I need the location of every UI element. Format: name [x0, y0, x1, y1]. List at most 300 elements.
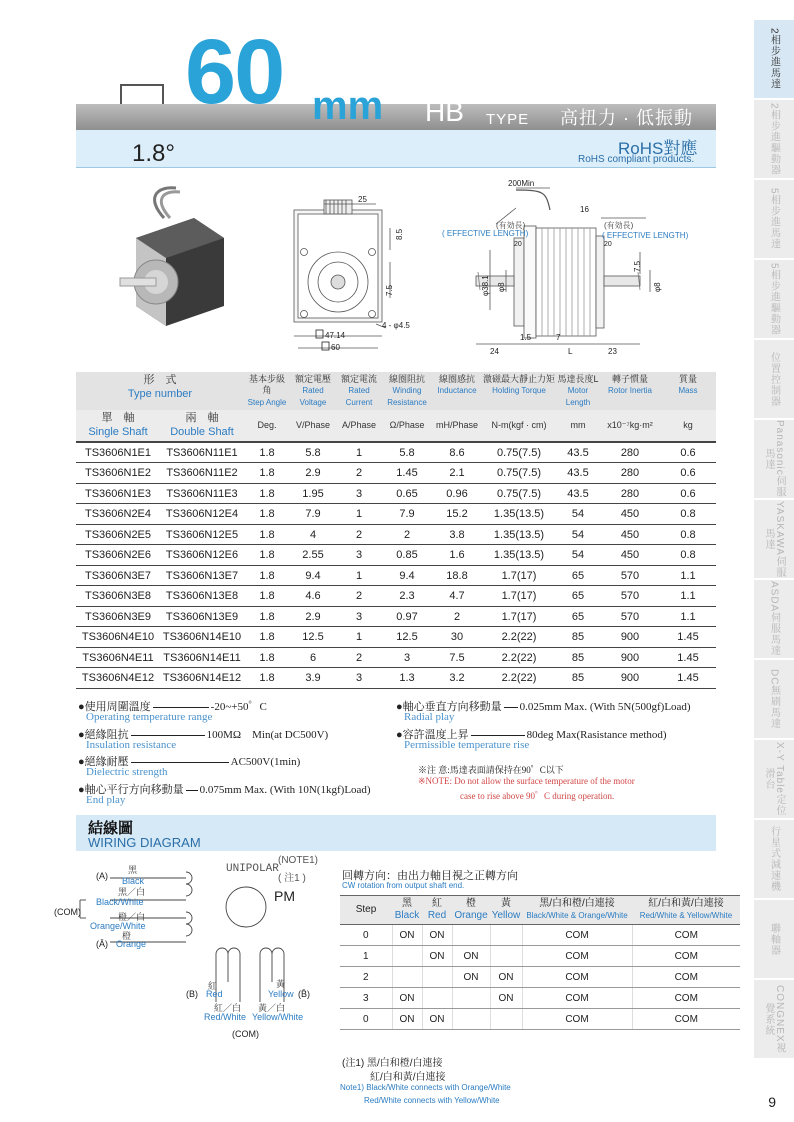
- wire-bw-en: Black/White: [96, 897, 144, 907]
- header-hb: HB: [425, 96, 464, 127]
- spec-cell: 0.6: [660, 463, 716, 484]
- model-cell: TS3606N11E1: [160, 442, 244, 463]
- spec-cell: 3.8: [432, 524, 482, 545]
- spec-cell: 54: [556, 524, 600, 545]
- front-view: [294, 200, 390, 348]
- step-cell: COM: [632, 946, 740, 967]
- spec-row: [76, 463, 716, 484]
- model-cell: TS3606N1E1: [76, 442, 160, 463]
- model-cell: TS3606N4E12: [76, 668, 160, 689]
- spec-cell: 65: [556, 586, 600, 607]
- warning-zh: ※注 意:馬達表面請保持在90゜C以下: [418, 765, 564, 775]
- spec-cell: 43.5: [556, 483, 600, 504]
- unit-header: kg: [660, 410, 716, 443]
- step-row: [340, 988, 740, 1009]
- spec-cell: 7.9: [290, 504, 336, 525]
- note-operating-temp: ●使用周圍溫度 -20~+50゜C: [78, 701, 267, 713]
- spec-cell: 280: [600, 442, 660, 463]
- wire-yellow-en: Yellow: [268, 989, 294, 999]
- spec-cell: 3.9: [290, 668, 336, 689]
- step-cell: 1: [340, 946, 392, 967]
- step-cell: [452, 1009, 490, 1030]
- note1-en: Note1) Black/White connects with Orange/White: [340, 1083, 511, 1092]
- spec-row: [76, 483, 716, 504]
- spec-cell: 85: [556, 647, 600, 668]
- spec-cell: 6: [290, 647, 336, 668]
- note-radial-play-en: Radial play: [404, 711, 455, 723]
- step-cell: [452, 988, 490, 1009]
- spec-cell: 7.5: [432, 647, 482, 668]
- spec-cell: 12.5: [382, 627, 432, 648]
- spec-cell: 1.7(17): [482, 565, 556, 586]
- col-header: 額定電壓 Rated Voltage: [290, 372, 336, 410]
- step-row: [340, 946, 740, 967]
- dim-side-dia8b: φ8: [653, 282, 662, 292]
- sidebar-tab-label: 2相步進馬達: [768, 28, 780, 90]
- wire-yw-en: Yellow/White: [252, 1012, 304, 1022]
- col-header: 轉子慣量 Rotor Inertia: [600, 372, 660, 410]
- rotation-direction-en: CW rotation from output shaft end.: [342, 881, 465, 890]
- spec-cell: 1.8: [244, 442, 290, 463]
- spec-cell: 1.1: [660, 565, 716, 586]
- spec-cell: 1: [336, 565, 382, 586]
- wire-black-en: Black: [122, 876, 145, 886]
- spec-cell: 18.8: [432, 565, 482, 586]
- spec-cell: 3: [382, 647, 432, 668]
- model-cell: TS3606N4E10: [76, 627, 160, 648]
- spec-cell: 570: [600, 606, 660, 627]
- spec-cell: 1.3: [382, 668, 432, 689]
- spec-row: [76, 647, 716, 668]
- spec-row: [76, 668, 716, 689]
- spec-cell: 1.8: [244, 606, 290, 627]
- dim-side-L: L: [568, 347, 573, 356]
- col-header: 線圈感抗 Inductance: [432, 372, 482, 410]
- header-feature: 高扭力 · 低振動: [560, 108, 693, 128]
- step-col-header: Step: [340, 896, 392, 925]
- sidebar-tab-label: 5相步進馬達: [768, 188, 780, 250]
- sidebar-tab[interactable]: [754, 420, 794, 500]
- note-dielectric: ●絕緣耐壓 AC500V(1min): [78, 756, 301, 768]
- unit-header: mH/Phase: [432, 410, 482, 443]
- dim-front-25: 25: [358, 195, 367, 204]
- note-end-play-en: End play: [86, 794, 126, 806]
- unit-header: Deg.: [244, 410, 290, 443]
- warning-en-2: case to rise above 90゜C during operation.: [460, 791, 615, 801]
- dim-side-dia38: φ38.1: [481, 275, 490, 296]
- dim-side-24: 24: [490, 347, 499, 356]
- motor-drawing: [76, 178, 716, 368]
- spec-cell: 2.9: [290, 463, 336, 484]
- step-table-body: [340, 925, 740, 1030]
- spec-cell: 15.2: [432, 504, 482, 525]
- step-cell: COM: [522, 925, 632, 946]
- bw-ow-col-header: 黑/白和橙/白連接 Black/White & Orange/White: [522, 896, 632, 925]
- step-cell: ON: [490, 967, 522, 988]
- spec-cell: 0.85: [382, 545, 432, 566]
- spec-cell: 2.9: [290, 606, 336, 627]
- spec-cell: 54: [556, 545, 600, 566]
- model-cell: TS3606N3E7: [76, 565, 160, 586]
- unit-header: A/Phase: [336, 410, 382, 443]
- sidebar-tab[interactable]: [754, 900, 794, 980]
- wiring-title: 結線圖: [88, 820, 134, 837]
- dim-front-7-5: 7.5: [385, 284, 394, 296]
- wire-red-zh: 紅: [208, 981, 218, 991]
- spec-cell: 0.8: [660, 545, 716, 566]
- step-cell: COM: [632, 925, 740, 946]
- spec-cell: 1: [336, 504, 382, 525]
- step-cell: ON: [422, 1009, 452, 1030]
- square-symbol-icon: [316, 330, 323, 338]
- spec-cell: 1.7(17): [482, 606, 556, 627]
- col-header: 線圈阻抗 Winding Resistance: [382, 372, 432, 410]
- sidebar-tab-label: DC無刷馬達: [768, 668, 780, 730]
- note-end-play: ●軸心平行方向移動量 0.075mm Max. (With 10N(1kgf)Load): [78, 784, 371, 796]
- spec-cell: 4.6: [290, 586, 336, 607]
- note-temp-rise-en: Permissible temperature rise: [404, 739, 530, 751]
- spec-cell: 9.4: [382, 565, 432, 586]
- note-tag-zh: ( 注1 ): [278, 873, 306, 884]
- spec-row: [76, 524, 716, 545]
- spec-cell: 450: [600, 545, 660, 566]
- sidebar-tab[interactable]: [754, 580, 794, 660]
- step-row: [340, 925, 740, 946]
- dim-side-16: 16: [580, 205, 589, 214]
- spec-cell: 2.3: [382, 586, 432, 607]
- spec-cell: 65: [556, 606, 600, 627]
- spec-cell: 2.2(22): [482, 668, 556, 689]
- orange-col-header: 橙 Orange: [452, 896, 490, 925]
- sidebar-tab[interactable]: [754, 660, 794, 740]
- dim-side-20a: 20: [514, 241, 522, 248]
- spec-cell: 8.6: [432, 442, 482, 463]
- spec-cell: 1.6: [432, 545, 482, 566]
- spec-row: [76, 545, 716, 566]
- sidebar-tab[interactable]: [754, 820, 794, 900]
- black-col-header: 黑 Black: [392, 896, 422, 925]
- dim-side-23: 23: [608, 347, 617, 356]
- spec-cell: 0.65: [382, 483, 432, 504]
- model-cell: TS3606N2E5: [76, 524, 160, 545]
- model-cell: TS3606N11E2: [160, 463, 244, 484]
- spec-cell: 54: [556, 504, 600, 525]
- model-cell: TS3606N1E3: [76, 483, 160, 504]
- rw-yw-col-header: 紅/白和黃/白連接 Red/White & Yellow/White: [632, 896, 740, 925]
- col-header: 質量 Mass: [660, 372, 716, 410]
- model-cell: TS3606N13E7: [160, 565, 244, 586]
- sidebar-tab[interactable]: [754, 180, 794, 260]
- model-cell: TS3606N2E6: [76, 545, 160, 566]
- step-cell: COM: [522, 988, 632, 1009]
- dim-side-20b: 20: [604, 241, 612, 248]
- step-cell: 0: [340, 1009, 392, 1030]
- model-cell: TS3606N3E8: [76, 586, 160, 607]
- step-cell: [452, 925, 490, 946]
- step-cell: 3: [340, 988, 392, 1009]
- spec-cell: 2.1: [432, 463, 482, 484]
- step-row: [340, 967, 740, 988]
- unit-header: mm: [556, 410, 600, 443]
- spec-cell: 1.45: [660, 647, 716, 668]
- step-cell: [490, 1009, 522, 1030]
- spec-cell: 4: [290, 524, 336, 545]
- unit-header: N-m(kgf · cm): [482, 410, 556, 443]
- step-cell: ON: [392, 1009, 422, 1030]
- step-cell: COM: [522, 967, 632, 988]
- dim-front-holes: 4 - φ4.5: [382, 321, 410, 330]
- wire-ow-zh: 橙／白: [118, 912, 146, 922]
- spec-row: [76, 627, 716, 648]
- model-cell: TS3606N12E4: [160, 504, 244, 525]
- spec-cell: 1.8: [244, 545, 290, 566]
- spec-row: [76, 606, 716, 627]
- spec-cell: 1.35(13.5): [482, 545, 556, 566]
- step-cell: ON: [392, 988, 422, 1009]
- motor-photo: [120, 188, 224, 326]
- col-header: 基本步級角 Step Angle: [244, 372, 290, 410]
- spec-cell: 1.8: [244, 647, 290, 668]
- spec-cell: 3: [336, 483, 382, 504]
- sidebar-tab[interactable]: [754, 980, 794, 1060]
- model-cell: TS3606N1E2: [76, 463, 160, 484]
- single-shaft-header: 單 軸 Single Shaft: [76, 410, 160, 443]
- spec-cell: 3: [336, 668, 382, 689]
- spec-cell: 1: [336, 442, 382, 463]
- unit-header: Ω/Phase: [382, 410, 432, 443]
- spec-cell: 0.75(7.5): [482, 442, 556, 463]
- double-shaft-header: 兩 軸 Double Shaft: [160, 410, 244, 443]
- sidebar-tab-label: 行星式減速機: [768, 826, 780, 892]
- note-dielectric-en: Dielectric strength: [86, 766, 168, 778]
- step-angle-title: 1.8°: [132, 140, 175, 167]
- sidebar-tab-label: YASKAWA伺服馬達: [763, 500, 785, 578]
- spec-cell: 570: [600, 586, 660, 607]
- wire-yw-zh: 黃／白: [258, 1003, 286, 1013]
- spec-cell: 1.1: [660, 606, 716, 627]
- sidebar-tab[interactable]: [754, 20, 794, 100]
- com-label: (COM): [54, 907, 81, 917]
- sidebar-tab[interactable]: [754, 340, 794, 420]
- unipolar-label: UNIPOLAR: [226, 863, 279, 875]
- spec-cell: 9.4: [290, 565, 336, 586]
- step-cell: COM: [522, 946, 632, 967]
- step-cell: COM: [632, 1009, 740, 1030]
- spec-cell: 2: [336, 647, 382, 668]
- spec-cell: 5.8: [382, 442, 432, 463]
- header-frame-size: 60: [185, 21, 284, 123]
- model-cell: TS3606N13E9: [160, 606, 244, 627]
- spec-cell: 450: [600, 504, 660, 525]
- spec-cell: 1.8: [244, 463, 290, 484]
- sidebar-tab-label: X-Y Table定位滑台: [763, 742, 785, 816]
- page-number: 9: [768, 1094, 776, 1110]
- spec-row: [76, 442, 716, 463]
- sidebar-tab[interactable]: [754, 260, 794, 340]
- spec-cell: 1: [336, 627, 382, 648]
- sidebar-tab-label: 位置控制器: [768, 351, 780, 407]
- step-cell: COM: [632, 967, 740, 988]
- spec-cell: 1.45: [660, 668, 716, 689]
- step-cell: [392, 967, 422, 988]
- spec-cell: 5.8: [290, 442, 336, 463]
- spec-cell: 2: [336, 524, 382, 545]
- spec-cell: 2.2(22): [482, 627, 556, 648]
- note-operating-temp-en: Operating temperature range: [86, 711, 213, 723]
- wire-red-en: Red: [206, 989, 223, 999]
- dim-side-dia8a: φ8: [497, 282, 506, 292]
- spec-cell: 0.8: [660, 524, 716, 545]
- wire-bw-zh: 黑／白: [118, 887, 146, 897]
- sidebar-tab[interactable]: [754, 100, 794, 180]
- col-header: 額定電流 Rated Current: [336, 372, 382, 410]
- spec-cell: 1.8: [244, 586, 290, 607]
- spec-cell: 1.45: [382, 463, 432, 484]
- note-tag: (NOTE1): [278, 855, 318, 866]
- model-cell: TS3606N4E11: [76, 647, 160, 668]
- spec-cell: 1.35(13.5): [482, 524, 556, 545]
- model-cell: TS3606N13E8: [160, 586, 244, 607]
- spec-cell: 0.6: [660, 442, 716, 463]
- spec-cell: 2: [432, 606, 482, 627]
- spec-cell: 85: [556, 668, 600, 689]
- spec-cell: 43.5: [556, 442, 600, 463]
- spec-cell: 12.5: [290, 627, 336, 648]
- rohs-title: RoHS對應: [618, 139, 698, 158]
- com2-label: (COM): [232, 1029, 259, 1039]
- wire-ow-en: Orange/White: [90, 921, 146, 931]
- header-unit: mm: [312, 84, 384, 128]
- wire-rw-en: Red/White: [204, 1012, 247, 1022]
- spec-cell: 85: [556, 627, 600, 648]
- model-cell: TS3606N12E5: [160, 524, 244, 545]
- spec-cell: 1.8: [244, 504, 290, 525]
- spec-cell: 1.1: [660, 586, 716, 607]
- wire-black-zh: 黑: [128, 865, 138, 875]
- model-cell: TS3606N14E10: [160, 627, 244, 648]
- note-insulation-en: Insulation resistance: [86, 739, 177, 751]
- spec-cell: 1.35(13.5): [482, 504, 556, 525]
- pm-label: PM: [274, 888, 295, 904]
- note-radial-play: ●軸心垂直方向移動量 0.025mm Max. (With 5N(500gf)Load): [396, 701, 691, 713]
- step-cell: [422, 967, 452, 988]
- step-sequence-table: [340, 895, 740, 1030]
- spec-cell: 30: [432, 627, 482, 648]
- spec-cell: 2.55: [290, 545, 336, 566]
- spec-cell: 900: [600, 668, 660, 689]
- note1-zh-2: 紅/白和黃/白連接: [370, 1072, 446, 1083]
- unit-header: x10⁻⁷kg·m²: [600, 410, 660, 443]
- rotation-direction: 回轉方向：由出力軸目視之正轉方向: [342, 870, 518, 882]
- spec-cell: 1.8: [244, 668, 290, 689]
- note-temp-rise: ●容許溫度上昇 80deg Max(Rasistance method): [396, 729, 667, 741]
- spec-cell: 1.8: [244, 524, 290, 545]
- dim-side-1-5: 1.5: [520, 333, 532, 342]
- spec-cell: 1.8: [244, 483, 290, 504]
- step-cell: 2: [340, 967, 392, 988]
- yellow-col-header: 黃 Yellow: [490, 896, 522, 925]
- spec-cell: 3.2: [432, 668, 482, 689]
- unit-header: V/Phase: [290, 410, 336, 443]
- dim-side-7-5: 7.5: [633, 260, 642, 272]
- step-row: [340, 1009, 740, 1030]
- sidebar-tab-label: CONGNEX視覺系統: [763, 984, 785, 1054]
- step-cell: ON: [392, 925, 422, 946]
- step-cell: 0: [340, 925, 392, 946]
- sidebar-tab-label: ASDA伺服馬達: [768, 581, 780, 657]
- spec-row: [76, 504, 716, 525]
- spec-cell: 7.9: [382, 504, 432, 525]
- category-sidebar: [754, 20, 794, 1054]
- spec-cell: 280: [600, 463, 660, 484]
- step-cell: ON: [422, 946, 452, 967]
- wire-orange-en: Orange: [116, 939, 147, 949]
- step-cell: COM: [632, 988, 740, 1009]
- spec-row: [76, 586, 716, 607]
- sidebar-tab[interactable]: [754, 500, 794, 580]
- step-cell: [490, 946, 522, 967]
- sidebar-tab-label: 5相步進驅動器: [768, 262, 780, 336]
- sidebar-tab-label: Panasonic伺服馬達: [763, 420, 785, 498]
- model-cell: TS3606N14E12: [160, 668, 244, 689]
- dim-front-60: 60: [331, 343, 340, 352]
- step-cell: ON: [452, 967, 490, 988]
- spec-cell: 3: [336, 545, 382, 566]
- spec-cell: 900: [600, 627, 660, 648]
- spec-cell: 2: [336, 586, 382, 607]
- spec-cell: 2: [336, 463, 382, 484]
- spec-cell: 0.6: [660, 483, 716, 504]
- type-header: 形 式 Type number: [76, 372, 244, 410]
- note1-zh: (注1) 黑/白和橙/白連接: [342, 1058, 443, 1069]
- square-symbol-icon: [322, 342, 329, 350]
- spec-cell: 2.2(22): [482, 647, 556, 668]
- col-header: 激磁最大靜止力矩 Holding Torque: [482, 372, 556, 410]
- spec-cell: 1.8: [244, 565, 290, 586]
- spec-cell: 450: [600, 524, 660, 545]
- dim-side-7: 7: [556, 333, 561, 342]
- wire-yellow-zh: 黃: [276, 979, 286, 989]
- col-header: 馬達長度L Motor Length: [556, 372, 600, 410]
- warning-en-1: ※NOTE: Do not allow the surface temperature of the motor: [418, 776, 635, 786]
- spec-cell: 280: [600, 483, 660, 504]
- spec-cell: 2: [382, 524, 432, 545]
- spec-cell: 4.7: [432, 586, 482, 607]
- model-cell: TS3606N14E11: [160, 647, 244, 668]
- note-insulation: ●絕緣阻抗 100MΩ Min(at DC500V): [78, 729, 329, 741]
- effective-length-label: (有効長): [496, 221, 526, 230]
- rohs-subtitle: RoHS compliant products.: [578, 154, 695, 165]
- model-cell: TS3606N12E6: [160, 545, 244, 566]
- red-col-header: 紅 Red: [422, 896, 452, 925]
- spec-cell: 0.96: [432, 483, 482, 504]
- spec-table-body: [76, 442, 716, 688]
- spec-cell: 1.7(17): [482, 586, 556, 607]
- wiring-title-en: WIRING DIAGRAM: [88, 835, 201, 850]
- spec-cell: 0.75(7.5): [482, 483, 556, 504]
- sidebar-tab[interactable]: [754, 740, 794, 820]
- sidebar-tab-label: 2相步進驅動器: [768, 102, 780, 176]
- spec-row: [76, 565, 716, 586]
- model-cell: TS3606N2E4: [76, 504, 160, 525]
- spec-cell: 43.5: [556, 463, 600, 484]
- step-cell: ON: [452, 946, 490, 967]
- spec-cell: 65: [556, 565, 600, 586]
- side-view: [476, 188, 650, 344]
- spec-table: [76, 372, 716, 689]
- wire-rw-zh: 紅／白: [214, 1003, 242, 1013]
- step-cell: ON: [422, 925, 452, 946]
